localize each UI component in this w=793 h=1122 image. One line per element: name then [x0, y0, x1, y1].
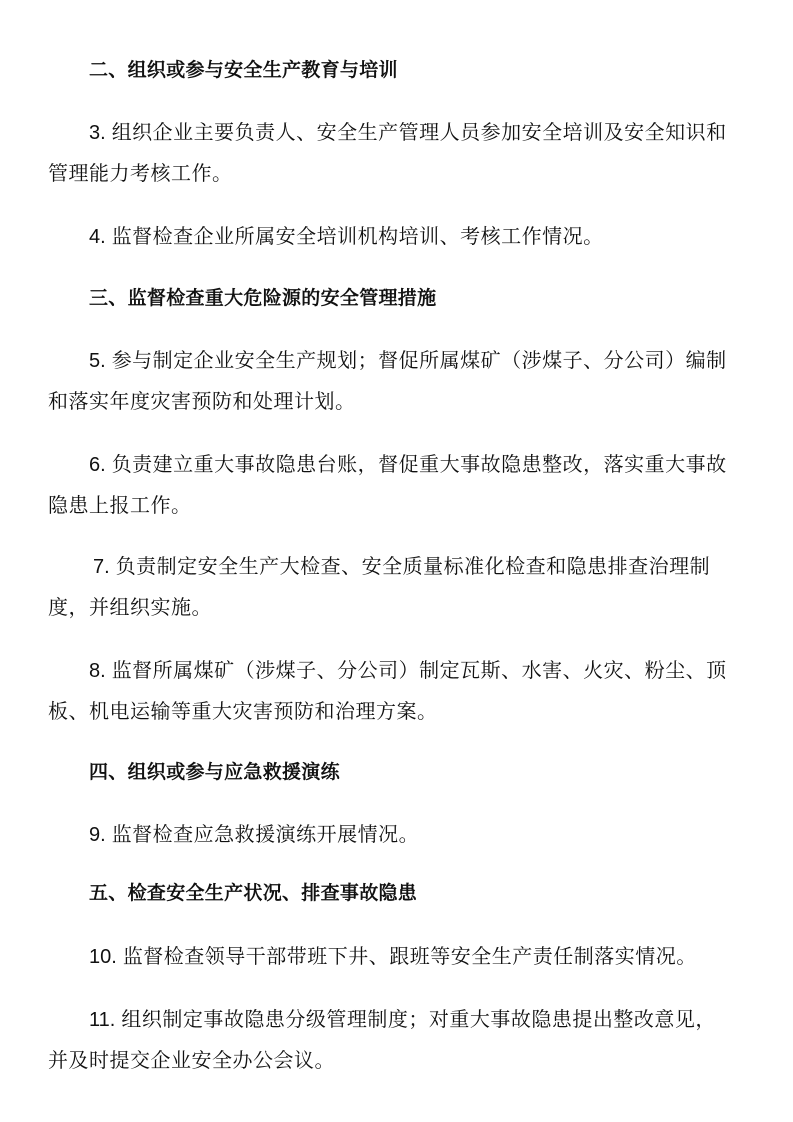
item-text: 组织企业主要负责人、安全生产管理人员参加安全培训及安全知识和: [111, 120, 727, 144]
item-number: 11.: [89, 1009, 116, 1031]
item-text: 负责制定安全生产大检查、安全质量标准化检查和隐患排查治理制: [115, 554, 711, 578]
section-heading: 二、组织或参与安全生产教育与培训: [89, 59, 398, 81]
item-text: 监督检查企业所属安全培训机构培训、考核工作情况。: [111, 224, 604, 248]
list-item-11: [0, 1005, 793, 1034]
item-continuation: 管理能力考核工作。: [48, 161, 233, 185]
item-number: 10.: [89, 946, 117, 968]
list-item-6: [0, 450, 793, 479]
item-number: 5.: [89, 350, 106, 372]
item-text: 监督所属煤矿（涉煤子、分公司）制定瓦斯、水害、火灾、粉尘、顶: [111, 658, 727, 682]
list-item-7: [0, 552, 793, 581]
item-text: 负责建立重大事故隐患台账，督促重大事故隐患整改，落实重大事故: [111, 452, 727, 476]
list-item-10: [0, 942, 793, 971]
section-heading: 四、组织或参与应急救援演练: [89, 761, 340, 783]
item-text: 监督检查领导干部带班下井、跟班等安全生产责任制落实情况。: [122, 944, 697, 968]
list-item-4: [0, 222, 793, 251]
item-continuation: 隐患上报工作。: [48, 493, 192, 517]
list-item-5: [0, 346, 793, 375]
list-item-8: [0, 656, 793, 685]
item-number: 8.: [89, 660, 106, 682]
item-continuation: 度，并组织实施。: [48, 595, 212, 619]
section-heading: 三、监督检查重大危险源的安全管理措施: [89, 287, 437, 309]
item-continuation: 板、机电运输等重大灾害预防和治理方案。: [48, 699, 438, 723]
item-text: 参与制定企业安全生产规划；督促所属煤矿（涉煤子、分公司）编制: [111, 348, 727, 372]
section-heading: 五、检查安全生产状况、排查事故隐患: [89, 882, 418, 904]
list-item-9: [0, 820, 793, 849]
item-number: 9.: [89, 824, 106, 846]
item-text: 监督检查应急救援演练开展情况。: [111, 822, 420, 846]
list-item-3: [0, 118, 793, 147]
item-continuation: 并及时提交企业安全办公会议。: [48, 1048, 335, 1072]
item-number: 4.: [89, 226, 106, 248]
item-continuation: 和落实年度灾害预防和处理计划。: [48, 389, 356, 413]
item-number: 6.: [89, 454, 106, 476]
item-number: 3.: [89, 122, 106, 144]
item-text: 组织制定事故隐患分级管理制度；对重大事故隐患提出整改意见，: [121, 1007, 716, 1031]
item-number: 7.: [93, 556, 110, 578]
